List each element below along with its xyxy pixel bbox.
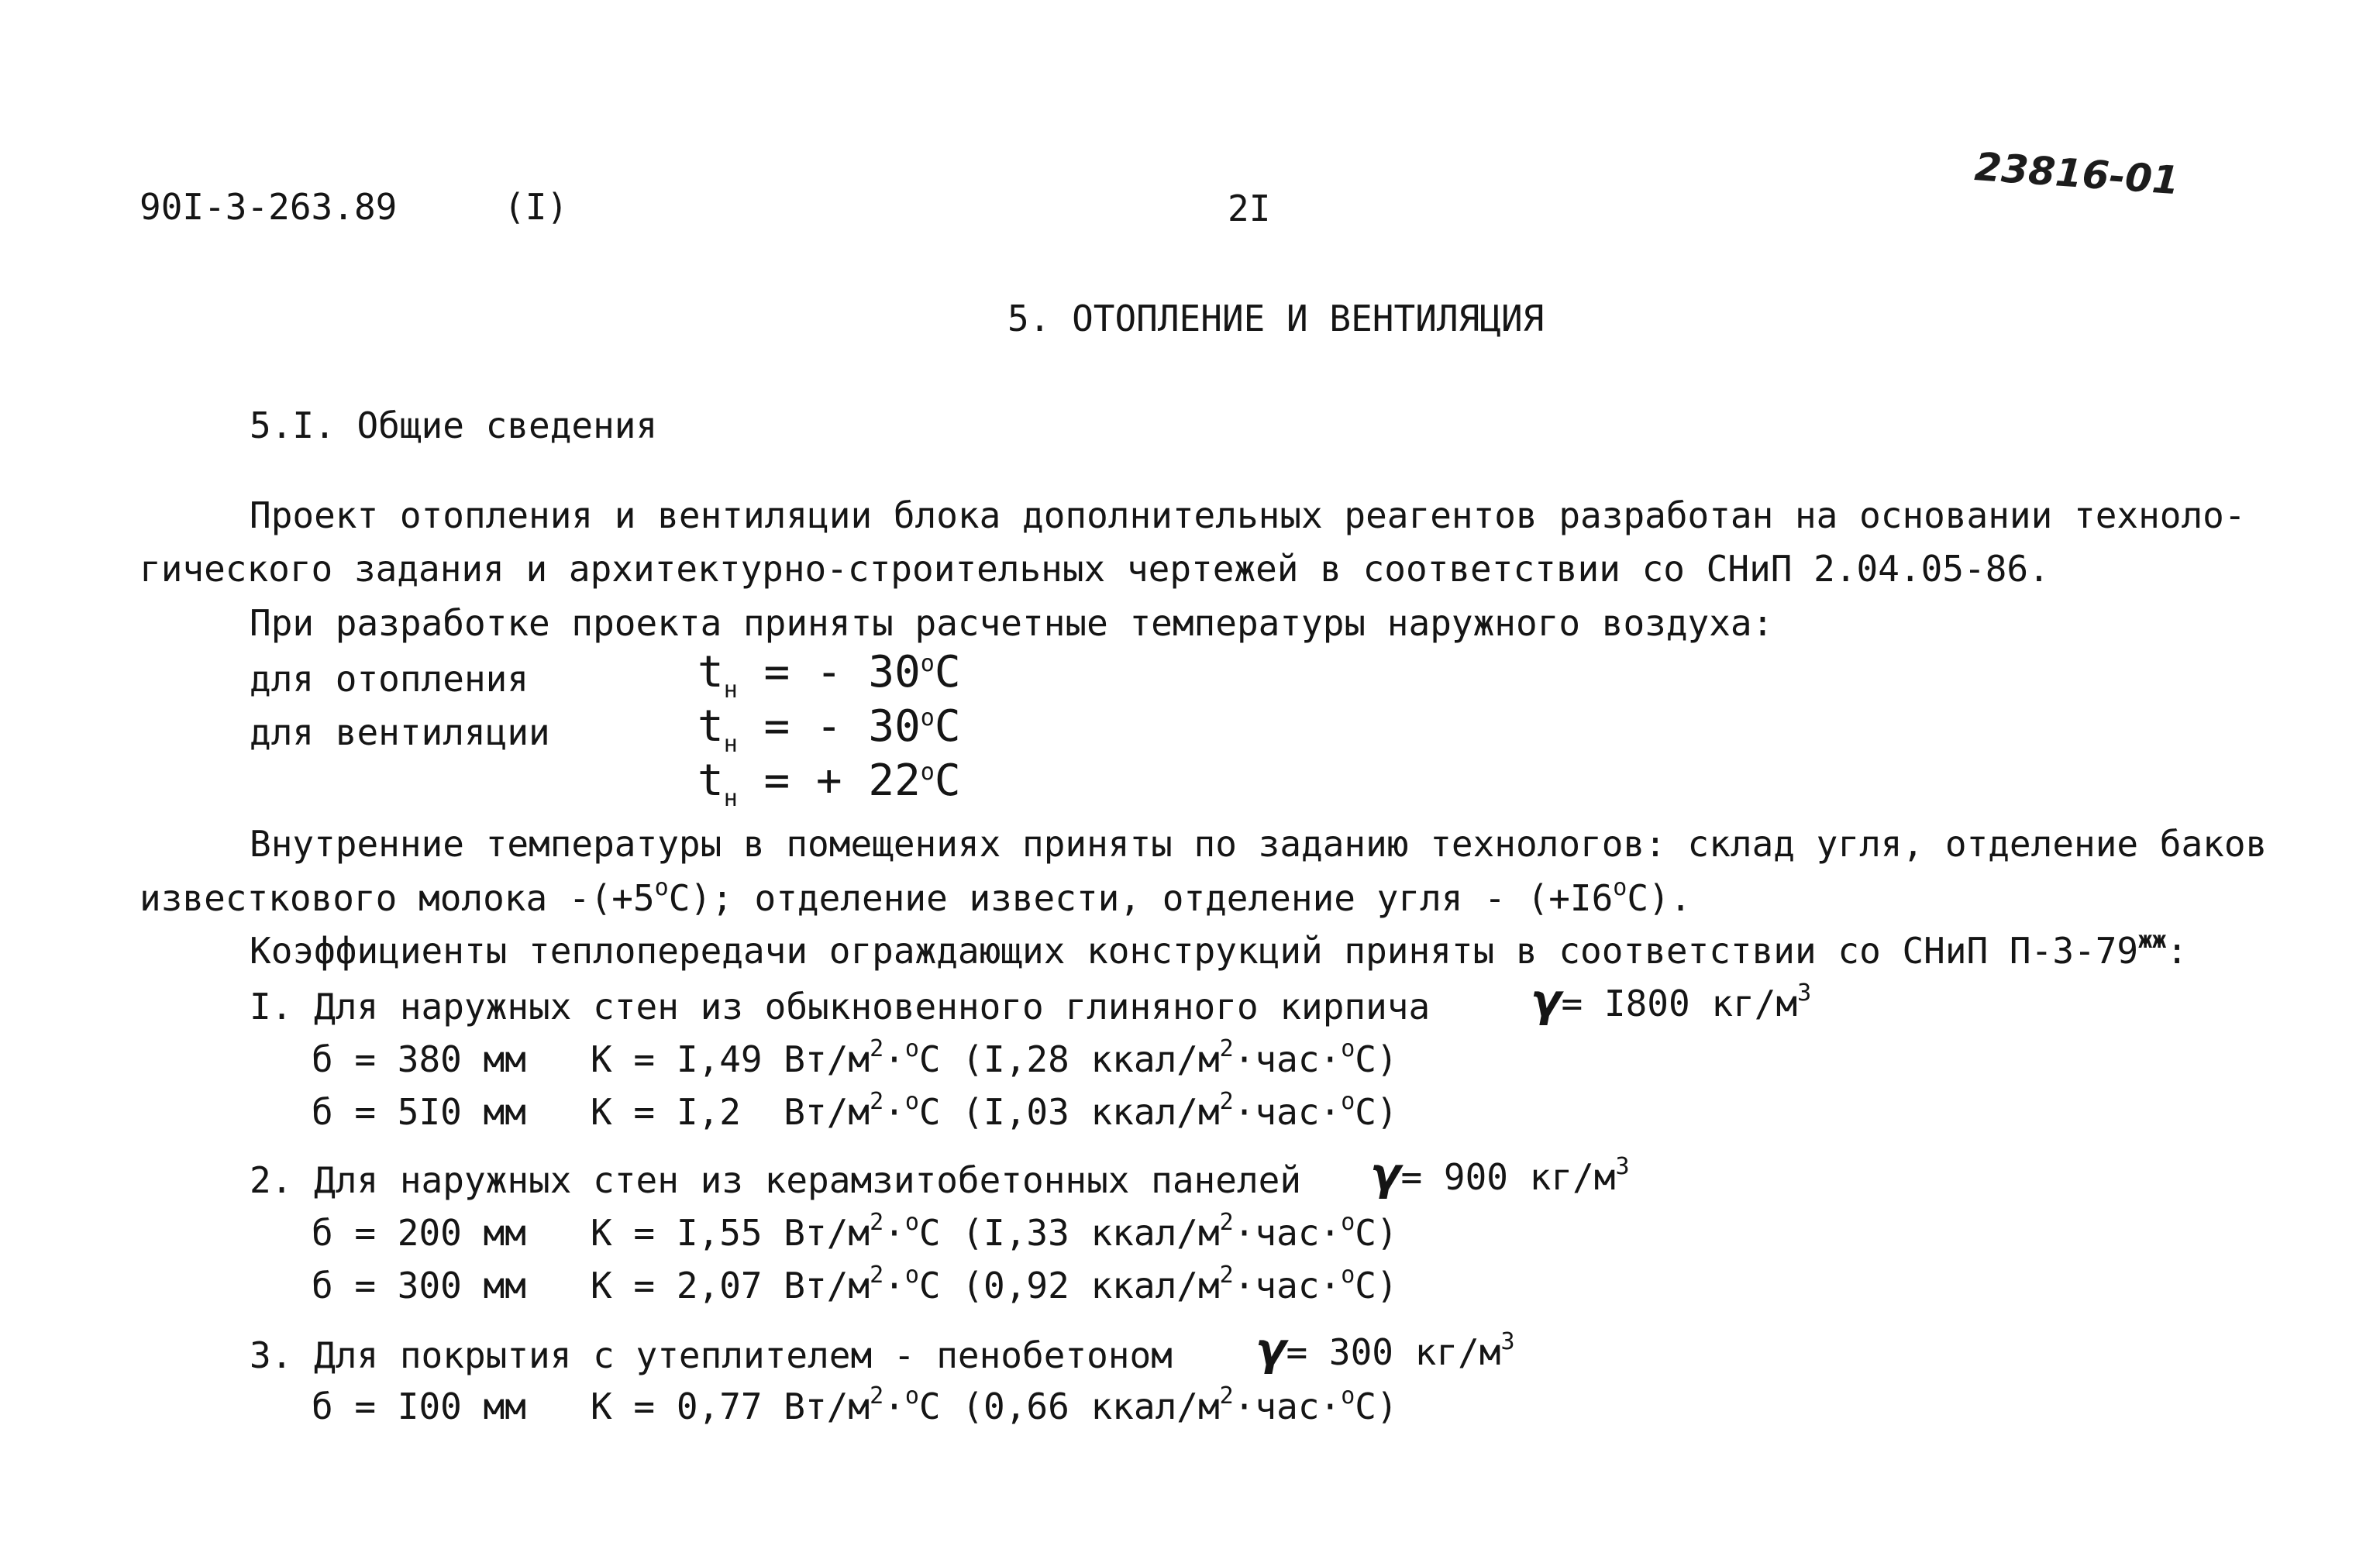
unit: Вт/м [762,1038,870,1080]
temperature-unit: C [934,756,961,806]
degree-sign: o [1613,874,1627,901]
unit: C) [1355,1091,1398,1133]
kcal-value: I,03 [983,1091,1069,1133]
thickness: б = I00 мм [312,1386,526,1427]
t-symbol: t [697,756,724,806]
coefficient-row [312,1209,1398,1254]
paragraph-line: Внутренние температуры в помещениях приняты по заданию технологов: склад угля, отделение баков [250,823,2268,865]
unit: ккал/м [1069,1091,1220,1133]
gamma-icon: γ [1255,1323,1286,1375]
heating-label: для отопления [250,658,529,700]
item-heading: I. Для наружных стен из обыкновенного глиняного кирпича [250,986,1431,1028]
coefficient-row [312,1088,1398,1133]
temperature-value: = + 22 [737,756,921,806]
k-value: К = I,55 [591,1212,763,1254]
unit: · [883,1386,905,1427]
handwritten-number: 23816-01 [1972,144,2181,204]
unit: C) [1355,1265,1398,1306]
unit: · [883,1265,905,1306]
thickness: б = 200 мм [312,1212,526,1254]
unit: · [883,1212,905,1254]
k-value: К = 0,77 [591,1386,763,1427]
degree-sign: o [654,874,669,901]
subsection-title: 5.I. Общие сведения [250,404,658,446]
unit: ккал/м [1069,1386,1220,1427]
t-subscript: н [723,785,738,812]
ventilation-label: для вентиляции [250,711,550,753]
unit: C ( [918,1265,984,1306]
ventilation-summer-temperature [697,756,961,812]
unit: ккал/м [1069,1038,1220,1080]
degree-sign: o [1341,1382,1355,1410]
coefficient-row [312,1382,1398,1427]
density-value [1531,974,1812,1027]
unit: ·час· [1233,1386,1342,1427]
unit: C) [1355,1038,1398,1080]
degree-sign: o [1341,1262,1355,1289]
page-number: 2I [1228,188,1271,229]
superscript: 2 [1219,1382,1234,1410]
density-value [1255,1323,1515,1375]
k-value: К = I,49 [591,1038,763,1080]
degree-sign: o [920,759,935,786]
degree-sign: o [904,1262,919,1289]
degree-sign: o [1341,1088,1355,1115]
superscript: 2 [870,1262,884,1289]
unit: C ( [918,1212,984,1254]
gamma-icon: γ [1531,974,1562,1027]
text-run: C); отделение извести, отделение угля - (+I6 [668,877,1614,919]
item-heading: 2. Для наружных стен из керамзитобетонных панелей [250,1159,1302,1201]
superscript: 2 [1219,1209,1234,1236]
degree-sign: o [920,704,935,732]
unit: C) [1355,1386,1398,1427]
footnote-marker: жж [2138,927,2167,954]
temperature-unit: C [934,701,961,752]
superscript: 3 [1500,1328,1515,1355]
superscript: 2 [870,1035,884,1062]
unit: ккал/м [1069,1212,1220,1254]
degree-sign: o [904,1382,919,1410]
degree-sign: o [904,1209,919,1236]
t-symbol: t [697,701,724,752]
coefficient-row [312,1035,1398,1080]
kcal-value: 0,92 [983,1265,1069,1306]
volume-number: (I) [504,186,569,228]
unit: C ( [918,1091,984,1133]
kcal-value: 0,66 [983,1386,1069,1427]
document-code: 90I-3-263.89 [139,186,398,228]
density-text: = I800 кг/м [1561,983,1798,1024]
superscript: 3 [1797,979,1812,1007]
section-title: 5. ОТОПЛЕНИЕ И ВЕНТИЛЯЦИЯ [1007,298,1545,339]
degree-sign: o [904,1088,919,1115]
k-value: К = I,2 [591,1091,763,1133]
superscript: 2 [1219,1035,1234,1062]
thickness: б = 380 мм [312,1038,526,1080]
text-run: : [2166,930,2188,972]
degree-sign: o [1341,1035,1355,1062]
paragraph-line [250,927,2188,972]
paragraph-line: гического задания и архитектурно-строительных чертежей в соответствии со СНиП 2.04.05-86. [139,548,2050,590]
t-subscript: н [723,676,738,704]
unit: Вт/м [762,1265,870,1306]
degree-sign: o [1341,1209,1355,1236]
coefficient-row [312,1262,1398,1306]
superscript: 2 [870,1209,884,1236]
unit: C ( [918,1038,984,1080]
superscript: 3 [1615,1153,1630,1180]
unit: ·час· [1233,1212,1342,1254]
paragraph-line: При разработке проекта приняты расчетные температуры наружного воздуха: [250,602,1774,644]
text-run: Коэффициенты теплопередачи ограждающих конструкций приняты в соответствии со СНиП П-3-79 [250,930,2139,972]
text-run: известкового молока -(+5 [139,877,655,919]
unit: · [883,1038,905,1080]
thickness: б = 300 мм [312,1265,526,1306]
unit: Вт/м [762,1386,870,1427]
temperature-value: = - 30 [737,647,921,697]
temperature-unit: C [934,647,961,697]
superscript: 2 [1219,1088,1234,1115]
gamma-icon: γ [1370,1148,1401,1200]
k-value: К = 2,07 [591,1265,763,1306]
text-run: C). [1627,877,1692,919]
kcal-value: I,28 [983,1038,1069,1080]
density-value [1370,1148,1630,1200]
degree-sign: o [920,650,935,677]
unit: Вт/м [762,1091,870,1133]
unit: ккал/м [1069,1265,1220,1306]
item-heading: 3. Для покрытия с утеплителем - пенобетоном [250,1334,1173,1376]
degree-sign: o [904,1035,919,1062]
ventilation-temperature [697,701,961,758]
superscript: 2 [1219,1262,1234,1289]
temperature-value: = - 30 [737,701,921,752]
unit: Вт/м [762,1212,870,1254]
superscript: 2 [870,1088,884,1115]
unit: · [883,1091,905,1133]
kcal-value: I,33 [983,1212,1069,1254]
unit: ·час· [1233,1091,1342,1133]
unit: C ( [918,1386,984,1427]
unit: ·час· [1233,1038,1342,1080]
paragraph-line: Проект отопления и вентиляции блока дополнительных реагентов разработан на основании техноло- [250,494,2246,536]
unit: C) [1355,1212,1398,1254]
t-subscript: н [723,731,738,758]
superscript: 2 [870,1382,884,1410]
heating-temperature [697,647,961,704]
paragraph-line [139,874,1692,919]
unit: ·час· [1233,1265,1342,1306]
thickness: б = 5I0 мм [312,1091,526,1133]
density-text: = 300 кг/м [1286,1331,1501,1373]
t-symbol: t [697,647,724,697]
density-text: = 900 кг/м [1400,1156,1616,1198]
